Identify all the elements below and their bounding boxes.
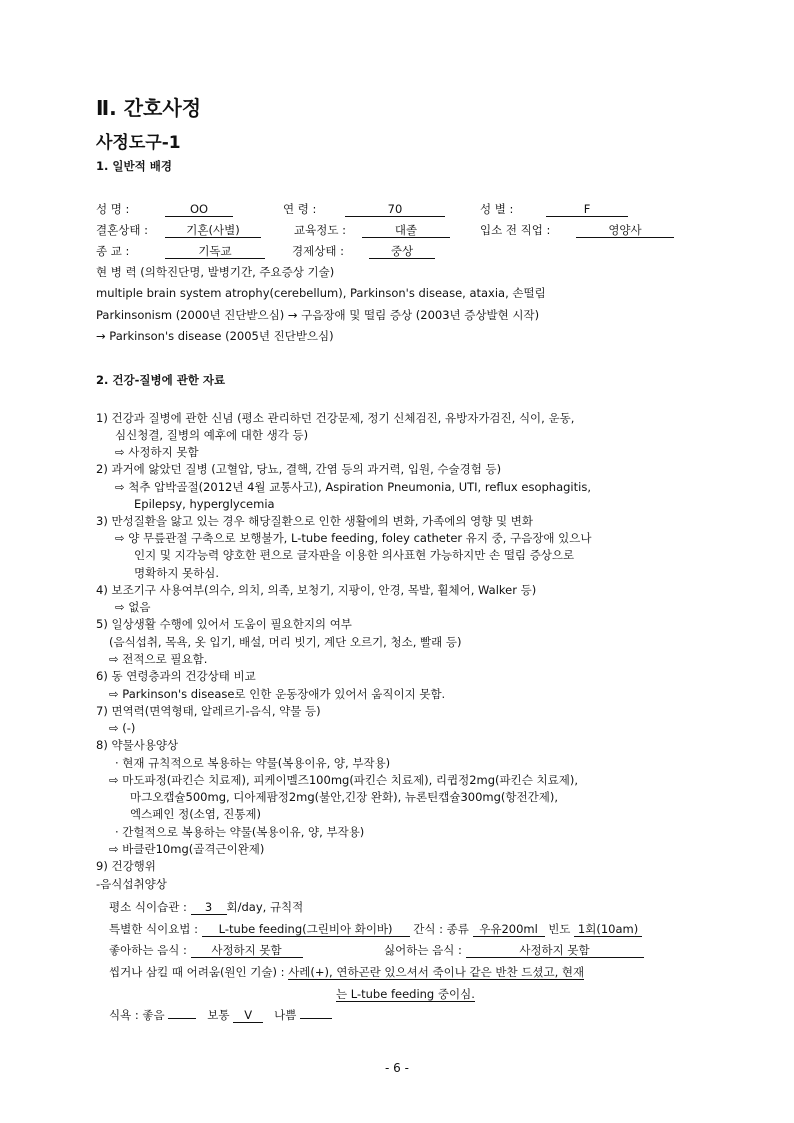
s2-line: 마그오캡슐500mg, 디아제팜정2mg(불안,긴장 완화), 뉴론틴캡슐300mg(항전간제), [130, 790, 558, 804]
s2-line: 인지 및 지각능력 양호한 편으로 글자판을 이용한 의사표현 가능하지만 손 떨림 증상으로 [134, 548, 575, 562]
s2-line: 명확하지 못하심. [134, 566, 220, 580]
education-value: 대졸 [362, 222, 450, 238]
s2-line: ⇨ 사정하지 못함 [115, 445, 199, 459]
age-label: 연 령 : [283, 202, 317, 216]
diet-difficulty-row: 씹거나 삼킬 때 어려움(원인 기술) : 사레(+), 연하곤란 있으셔서 죽이나 같은 반찬 드셨고, 현재 [109, 965, 585, 979]
s2-line: 6) 동 연령층과의 건강상태 비교 [96, 669, 256, 683]
s2-line: · 현재 규칙적으로 복용하는 약물(복용이유, 양, 부작용) [115, 756, 391, 770]
section2-heading: 2. 건강-질병에 관한 자료 [96, 373, 226, 387]
education-label: 교육정도 : [294, 223, 346, 237]
religion-value: 기독교 [165, 243, 265, 259]
history-line-1: multiple brain system atrophy(cerebellum), Parkinson's disease, ataxia, 손떨림 [96, 286, 546, 300]
s2-line: ⇨ 없음 [115, 600, 151, 614]
page-title: Ⅱ. 간호사정 [96, 96, 202, 120]
age-value: 70 [345, 201, 445, 217]
s2-line: · 간헐적으로 복용하는 약물(복용이유, 양, 부작용) [115, 825, 365, 839]
history-label: 현 병 력 (의학진단명, 발병기간, 주요증상 기술) [96, 265, 335, 279]
diet-difficulty-row-2: 는 L-tube feeding 중이심. [336, 987, 475, 1001]
s2-line: 2) 과거에 앓았던 질병 (고혈압, 당뇨, 결핵, 간염 등의 과거력, 입원, 수술경험 등) [96, 462, 502, 476]
s2-line: ⇨ (-) [109, 721, 136, 735]
economic-value: 중상 [369, 243, 435, 259]
sex-label: 성 별 : [480, 202, 514, 216]
s2-line: 8) 약물사용양상 [96, 738, 179, 752]
sex-value: F [546, 201, 628, 217]
name-value: OO [165, 201, 233, 217]
diet-habit-row: 평소 식이습관 : 3 회/day, 규칙적 [109, 900, 304, 914]
history-line-3: → Parkinson's disease (2005년 진단받으심) [96, 329, 334, 343]
s2-line: ⇨ Parkinson's disease로 인한 운동장애가 있어서 움직이지 못함. [109, 687, 446, 701]
s2-line: 엑스페인 정(소염, 진통제) [130, 807, 262, 821]
page-subtitle: 사정도구-1 [96, 133, 181, 153]
s2-line: Epilepsy, hyperglycemia [134, 497, 275, 511]
s2-line: 5) 일상생활 수행에 있어서 도움이 필요한지의 여부 [96, 617, 352, 631]
marital-value: 기혼(사별) [165, 222, 261, 238]
s2-line: 7) 면역력(면역형태, 알레르기-음식, 약물 등) [96, 704, 321, 718]
appetite-row: 식욕 : 좋음 보통 V 나쁨 [109, 1007, 332, 1023]
section1-heading: 1. 일반적 배경 [96, 159, 172, 173]
name-label: 성 명 : [96, 202, 130, 216]
s2-line: ⇨ 바클란10mg(골격근이완제) [109, 842, 265, 856]
diet-like-row: 좋아하는 음식 : 사정하지 못함 [109, 942, 303, 958]
s2-line: ⇨ 마도파정(파킨슨 치료제), 피케이멜즈100mg(파킨슨 치료제), 리큅정2mg(파킨슨 치료제), [109, 773, 578, 787]
s2-line: 1) 건강과 질병에 관한 신념 (평소 관리하던 건강문제, 정기 신체검진, 유방자가검진, 식이, 운동, [96, 411, 575, 425]
s2-line: 9) 건강행위 [96, 859, 156, 873]
marital-label: 결혼상태 : [96, 223, 148, 237]
s2-line: (음식섭취, 목욕, 옷 입기, 배설, 머리 빗기, 계단 오르기, 청소, 빨래 등) [109, 635, 462, 649]
job-label: 입소 전 직업 : [480, 223, 551, 237]
s2-line: 심신청결, 질병의 예후에 대한 생각 등) [115, 428, 309, 442]
s2-line: -음식섭취양상 [96, 877, 167, 891]
s2-line: ⇨ 전적으로 필요함. [109, 652, 208, 666]
economic-label: 경제상태 : [292, 244, 344, 258]
s2-line: ⇨ 척추 압박골절(2012년 4월 교통사고), Aspiration Pneumonia, UTI, reflux esophagitis, [115, 480, 591, 494]
diet-special-row: 특별한 식이요법 : L-tube feeding(그린비아 화이바) 간식 : 종류 우유200ml 빈도 1회(10am) [109, 921, 642, 937]
s2-line: ⇨ 양 무릎관절 구축으로 보행불가, L-tube feeding, foley catheter 유지 중, 구음장애 있으나 [115, 531, 592, 545]
s2-line: 4) 보조기구 사용여부(의수, 의치, 의족, 보청기, 지팡이, 안경, 목발, 휠체어, Walker 등) [96, 583, 537, 597]
history-line-2: Parkinsonism (2000년 진단받으심) → 구음장애 및 떨림 증상 (2003년 증상발현 시작) [96, 308, 540, 322]
diet-dislike-row: 싫어하는 음식 : 사정하지 못함 [384, 942, 644, 958]
religion-label: 종 교 : [96, 244, 130, 258]
job-value: 영양사 [576, 222, 674, 238]
s2-line: 3) 만성질환을 앓고 있는 경우 해당질환으로 인한 생활에의 변화, 가족에의 영향 및 변화 [96, 514, 534, 528]
page-number: - 6 - [385, 1061, 409, 1075]
